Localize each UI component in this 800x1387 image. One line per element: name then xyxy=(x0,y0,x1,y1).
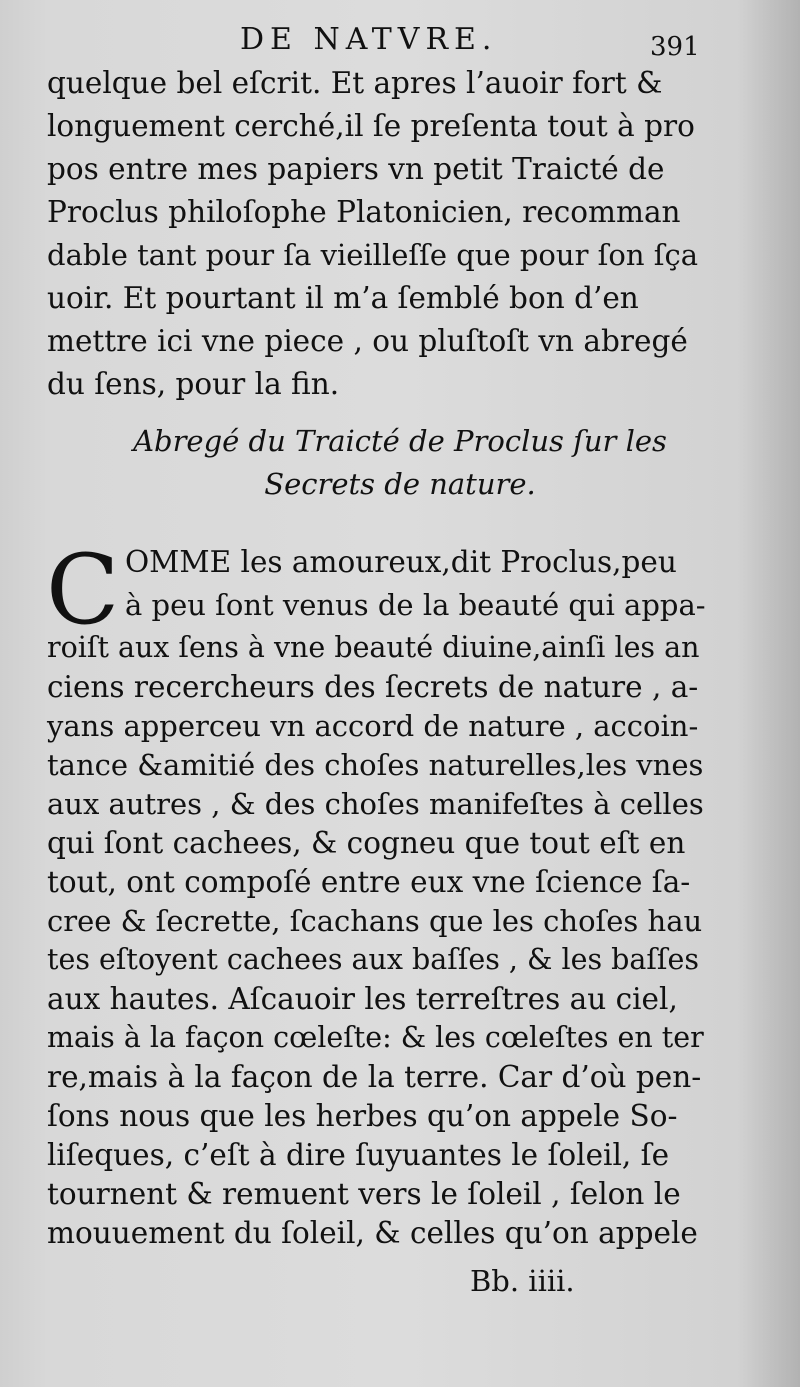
text-line: du ſens, pour la fin. xyxy=(47,367,340,401)
page-edge-shadow xyxy=(740,0,800,1387)
text-line: longuement cerché,il ſe preſenta tout à pro xyxy=(47,109,695,143)
text-line: dable tant pour ſa vieilleſſe que pour ſon ſça xyxy=(47,238,698,272)
text-line: uoir. Et pourtant il m’a ſemblé bon d’en xyxy=(47,281,639,315)
text-line: tes eſtoyent cachees aux baſſes , & les baſſes xyxy=(47,943,699,976)
text-line: roiſt aux ſens à vne beauté diuine,ainſi les an xyxy=(47,631,700,664)
page-number: 391 xyxy=(650,32,700,62)
text-line: tournent & remuent vers le ſoleil , ſelon le xyxy=(47,1177,681,1211)
text-line: mettre ici vne piece , ou pluſtoſt vn abregé xyxy=(47,324,688,358)
running-head-title: DE NATVRE. xyxy=(240,22,498,57)
text-line: mouuement du ſoleil, & celles qu’on appele xyxy=(47,1216,698,1250)
section-heading-line: Secrets de nature. xyxy=(264,467,536,501)
text-line: tance &amitié des choſes naturelles,les vnes xyxy=(47,748,704,782)
text-line: pos entre mes papiers vn petit Traicté de xyxy=(47,152,665,186)
signature-mark: Bb. iiii. xyxy=(470,1264,575,1298)
text-line: cree & ſecrette, ſcachans que les choſes hau xyxy=(47,904,703,938)
text-line: liſeques, c’eſt à dire ſuyuantes le ſoleil, ſe xyxy=(47,1138,670,1172)
text-line: mais à la façon cœleſte: & les cœleſtes en ter xyxy=(47,1021,704,1054)
drop-cap: C xyxy=(46,534,120,646)
text-line: aux autres , & des choſes manifeſtes à celles xyxy=(47,787,704,821)
text-line: Proclus philoſophe Platonicien, recomman xyxy=(47,195,681,229)
text-line: quelque bel eſcrit. Et apres l’auoir fort & xyxy=(47,66,663,100)
text-line: à peu ſont venus de la beauté qui appa- xyxy=(125,588,706,622)
text-line: aux hautes. Aſcauoir les terreſtres au ciel, xyxy=(47,982,678,1016)
text-line: re,mais à la façon de la terre. Car d’où pen- xyxy=(47,1060,702,1094)
text-line: qui ſont cachees, & cogneu que tout eſt en xyxy=(47,826,686,860)
text-line: yans apperceu vn accord de nature , accoin- xyxy=(47,709,699,743)
running-head xyxy=(0,18,800,62)
text-line: ſons nous que les herbes qu’on appele So- xyxy=(47,1099,678,1133)
text-line: OMME les amoureux,dit Proclus,peu xyxy=(125,545,677,579)
section-heading-line: Abregé du Traicté de Proclus ſur les xyxy=(133,424,667,458)
text-line: ciens recercheurs des ſecrets de nature , a- xyxy=(47,670,699,704)
text-line: tout, ont compoſé entre eux vne ſcience ſa- xyxy=(47,865,691,899)
